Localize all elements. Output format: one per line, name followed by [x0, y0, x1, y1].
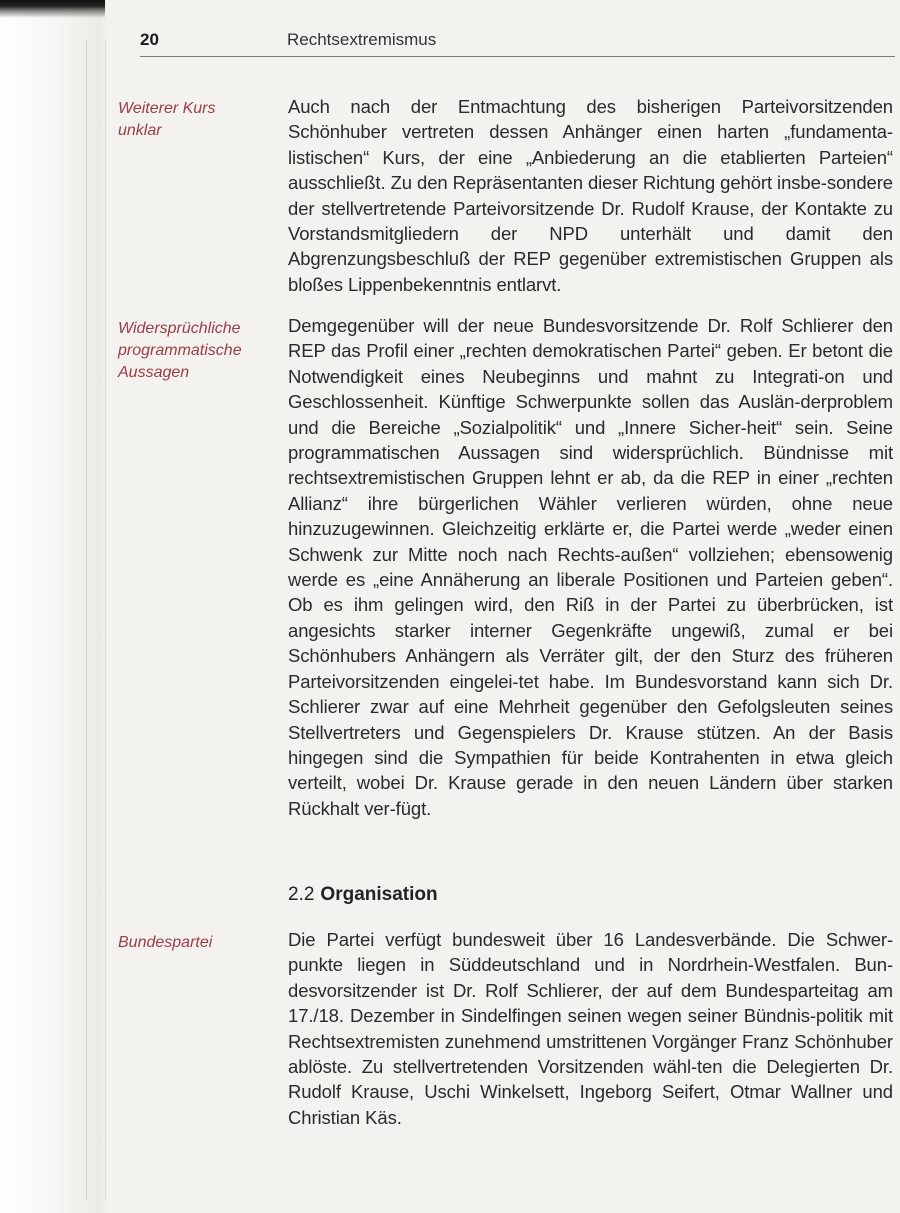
margin-note-aussagen: Widersprüchliche programmatische Aussagen [118, 320, 242, 381]
margin-note-kurs: Weiterer Kurs unklar [118, 100, 216, 139]
page-number: 20 [140, 30, 159, 49]
running-header [140, 30, 895, 57]
section-title: Organisation [320, 884, 438, 905]
section-number: 2.2 [288, 884, 315, 905]
margin-note-bundespartei: Bundespartei [118, 934, 213, 951]
book-binding-edge [86, 40, 106, 1200]
paragraph-3: Die Partei verfügt bundesweit über 16 Landesverbände. Die Schwer-punkte liegen in Süddeutschland und in Nordrhein-Westfalen. Bun-desvorsitzender ist Dr. Rolf Schlierer, der auf dem Bundesparteitag am 17./18. Dezember in Sindelfingen seinen wegen seiner Bündnis-politik mit Rechtsextremisten zunehmend umstrittenen Vorgänger Franz Schönhuber ablöste. Zu stellvertretenden Vorsitzenden wähl-ten die Delegierten Dr. Rudolf Krause, Uschi Winkelsett, Ingeborg Seifert, Otmar Wallner und Christian Käs. [288, 929, 893, 1128]
section-heading [288, 884, 438, 906]
paragraph-2: Demgegenüber will der neue Bundesvorsitzende Dr. Rolf Schlierer den REP das Profil einer „rechten demokratischen Partei“ geben. Er betont die Notwendigkeit eines Neubeginns und mahnt zu Integrati-on und Geschlossenheit. Künftige Schwerpunkte sollen das Auslän-derproblem und die Bereiche „Sozialpolitik“ und „Innere Sicher-heit“ sein. Seine programmatischen Aussagen sind widersprüchlich. Bündnisse mit rechtsextremistischen Gruppen lehnt er ab, da die REP in einer „rechten Allianz“ ihre bürgerlichen Wähler verlieren würden, ohne neue hinzuzugewinnen. Gleichzeitig erklärte er, die Partei werde „weder einen Schwenk zur Mitte noch nach Rechts-außen“ vollziehen; ebensowenig werde es „eine Annäherung an liberale Positionen und Parteien geben“. Ob es ihm gelingen wird, den Riß in der Partei zu überbrücken, ist angesichts starker interner Gegenkräfte ungewiß, zumal er bei Schönhubers Anhängern als Verräter gilt, der den Sturz des früheren Parteivorsitzenden eingelei-tet habe. Im Bundesvorstand kann sich Dr. Schlierer zwar auf eine Mehrheit gegenüber den Gefolgsleuten seines Stellvertreters und Gegenspielers Dr. Krause stützen. An der Basis hingegen sind die Sympathien für beide Kontrahenten in etwa gleich verteilt, wobei Dr. Krause gerade in den neuen Ländern über starken Rückhalt ver-fügt. [288, 315, 893, 819]
paragraph-1: Auch nach der Entmachtung des bisherigen Parteivorsitzenden Schönhuber vertreten dessen Anhänger einen harten „fundamenta-listischen“ Kurs, der eine „Anbiederung an die etablierten Parteien“ ausschließt. Zu den Repräsentanten dieser Richtung gehört insbe-sondere der stellvertretende Parteivorsitzende Dr. Rudolf Krause, der Kontakte zu Vorstandsmitgliedern der NPD unterhält und damit den Abgrenzungsbeschluß der REP gegenüber extremistischen Gruppen als bloßes Lippenbekenntnis entlarvt. [288, 96, 893, 295]
scan-shadow-corner [0, 0, 105, 18]
running-title: Rechtsextremismus [287, 30, 437, 49]
